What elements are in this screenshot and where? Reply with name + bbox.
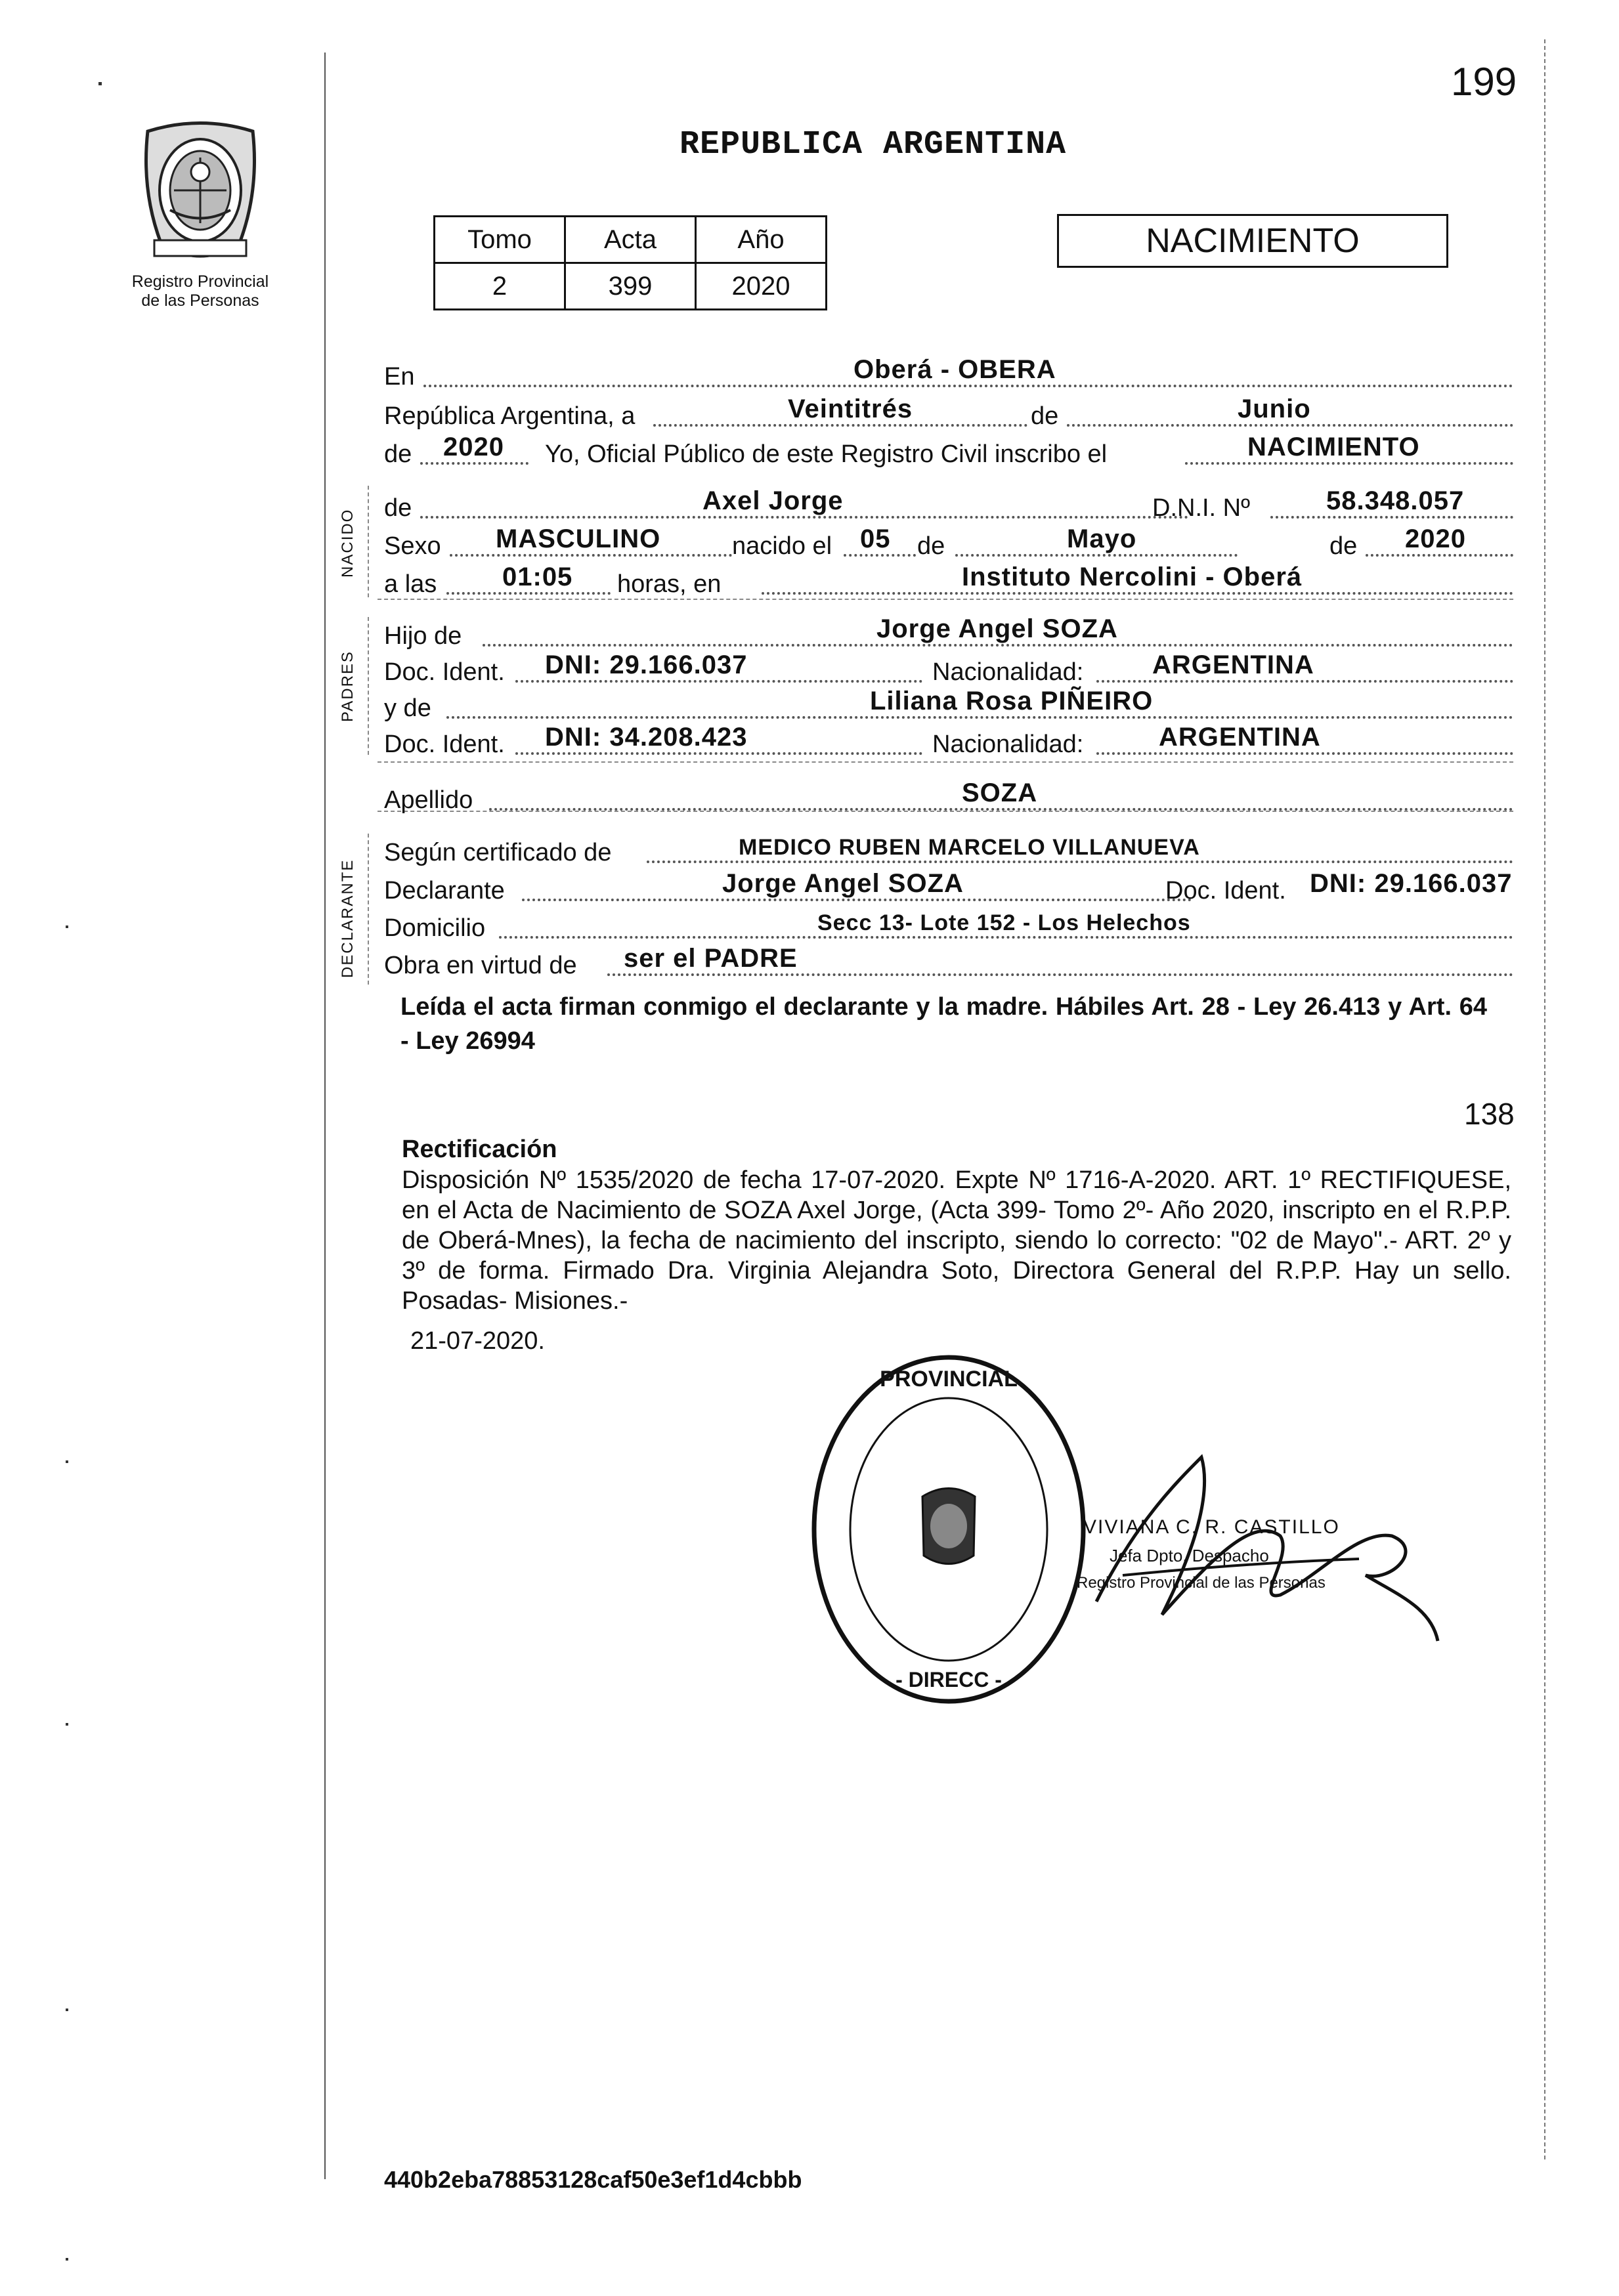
row-inscripcion <box>384 432 1513 471</box>
signature-office: Registro Provincial de las Personas <box>1077 1574 1326 1592</box>
row-declarante <box>384 868 1513 908</box>
dots-republica-1 <box>653 424 1027 427</box>
label-a-las: a las <box>384 570 437 598</box>
value-domicilio: Secc 13- Lote 152 - Los Helechos <box>817 910 1191 935</box>
document-title: REPUBLICA ARGENTINA <box>680 126 1067 163</box>
svg-text:PROVINCIAL: PROVINCIAL <box>880 1367 1018 1392</box>
value-padre: Jorge Angel SOZA <box>876 614 1118 643</box>
label-y-de: y de <box>384 694 431 722</box>
dots-apellido <box>489 808 1513 811</box>
closing-text: Leída el acta firman conmigo el declarante y la madre. Hábiles Art. 28 - Ley 26.413 y Art. 64 - Ley 26994 <box>400 993 1487 1055</box>
label-nacionalidad-padre: Nacionalidad: <box>932 658 1084 686</box>
label-nacionalidad-madre: Nacionalidad: <box>932 731 1084 758</box>
value-obra: ser el PADRE <box>624 944 798 973</box>
label-republica: República Argentina, a <box>384 402 636 430</box>
dots-sexo <box>450 554 732 557</box>
label-obra: Obra en virtud de <box>384 952 577 979</box>
declarante-bracket <box>368 834 369 985</box>
row-nombre <box>384 486 1513 525</box>
row-padre-doc <box>384 650 1513 689</box>
value-certificado: MEDICO RUBEN MARCELO VILLANUEVA <box>739 835 1200 860</box>
value-month: Junio <box>1238 394 1311 423</box>
province-logo <box>128 112 272 269</box>
registry-header-tomo: Tomo <box>435 217 565 263</box>
padres-bracket <box>368 617 369 755</box>
record-type-box: NACIMIENTO <box>1057 214 1448 268</box>
svg-text:- DIRECC -: - DIRECC - <box>896 1668 1002 1691</box>
dots-domicilio <box>499 936 1513 939</box>
registry-value-acta: 399 <box>565 263 696 310</box>
registry-value-ano: 2020 <box>696 263 827 310</box>
margin-number: 138 <box>1464 1097 1515 1131</box>
logo-caption-line1: Registro Provincial <box>131 272 269 291</box>
label-hijo-de: Hijo de <box>384 622 462 650</box>
label-declarante: Declarante <box>384 877 505 904</box>
value-place: Oberá - OBERA <box>853 355 1056 384</box>
label-doc-declarante: Doc. Ident. <box>1165 877 1286 904</box>
value-acto: NACIMIENTO <box>1247 433 1420 461</box>
margin-dot-6 <box>66 2258 68 2261</box>
dots-madre <box>446 716 1513 719</box>
dots-mes <box>955 554 1238 557</box>
signature-position: Jefa Dpto. Despacho <box>1110 1546 1269 1565</box>
signature-name: VIVIANA C. R. CASTILLO <box>1083 1516 1340 1538</box>
row-padre <box>384 614 1513 653</box>
value-year: 2020 <box>443 433 504 461</box>
right-margin-line <box>1544 39 1545 2159</box>
dots-year <box>420 462 529 465</box>
row-en <box>384 354 1513 394</box>
margin-dot-5 <box>66 2009 68 2011</box>
dots-nac-madre <box>1096 752 1513 755</box>
dots-republica-2 <box>1067 424 1513 427</box>
value-anio-nacimiento: 2020 <box>1405 524 1466 553</box>
row-domicilio <box>384 906 1513 945</box>
label-horas-en: horas, en <box>617 570 722 598</box>
registry-header-acta: Acta <box>565 217 696 263</box>
value-madre: Liliana Rosa PIÑEIRO <box>870 687 1154 715</box>
dots-doc-padre <box>515 680 922 683</box>
value-nacionalidad-padre: ARGENTINA <box>1152 650 1314 679</box>
value-nacionalidad-madre: ARGENTINA <box>1159 723 1321 752</box>
label-doc-madre: Doc. Ident. <box>384 731 505 758</box>
dots-doc-madre <box>515 752 922 755</box>
label-de-nombre: de <box>384 494 412 522</box>
dots-declarante <box>522 899 1192 901</box>
registry-header-ano: Año <box>696 217 827 263</box>
label-domicilio: Domicilio <box>384 914 486 942</box>
value-nombre: Axel Jorge <box>702 486 844 515</box>
official-seal <box>804 1346 1093 1713</box>
rectificacion-date: 21-07-2020. <box>410 1327 545 1355</box>
side-label-padres: PADRES <box>339 650 356 722</box>
row-hora <box>384 562 1513 601</box>
label-de-anio: de <box>1329 532 1358 560</box>
value-sexo: MASCULINO <box>496 524 661 553</box>
label-certificado: Según certificado de <box>384 839 612 866</box>
label-de-mes: de <box>917 532 945 560</box>
logo-caption-line2: de las Personas <box>141 291 259 310</box>
value-dni: 58.348.057 <box>1326 486 1465 515</box>
row-certificado <box>384 830 1513 870</box>
dots-nac-padre <box>1096 680 1513 683</box>
dots-acto <box>1185 462 1513 465</box>
row-madre <box>384 686 1513 725</box>
value-day: Veintitrés <box>788 394 913 423</box>
ministry-seal-icon <box>804 1346 1093 1713</box>
registry-value-tomo: 2 <box>435 263 565 310</box>
margin-dot-4 <box>66 1723 68 1726</box>
value-doc-padre: DNI: 29.166.037 <box>545 650 748 679</box>
value-mes-nacimiento: Mayo <box>1067 524 1137 553</box>
separator-2 <box>378 761 1513 763</box>
dots-en <box>423 385 1513 387</box>
side-label-nacido: NACIDO <box>339 508 356 578</box>
label-en: En <box>384 363 415 391</box>
label-dni: D.N.I. Nº <box>1152 494 1250 522</box>
value-lugar-nacimiento: Instituto Nercolini - Oberá <box>962 563 1303 591</box>
dots-padre <box>483 644 1513 647</box>
dots-nombre <box>420 516 1188 519</box>
row-apellido <box>384 778 1513 817</box>
margin-dot-3 <box>66 1460 68 1463</box>
value-dia-nacimiento: 05 <box>860 524 891 553</box>
value-hora: 01:05 <box>502 563 573 591</box>
dots-dia <box>844 554 916 557</box>
dots-certificado <box>647 861 1513 863</box>
label-de-month: de <box>1031 402 1059 430</box>
label-doc-padre: Doc. Ident. <box>384 658 505 686</box>
value-doc-declarante: DNI: 29.166.037 <box>1310 869 1513 898</box>
logo-caption <box>108 272 292 310</box>
rectificacion-title: Rectificación <box>402 1136 557 1163</box>
margin-dot-1 <box>98 82 102 85</box>
left-margin-line <box>324 53 326 2179</box>
row-obra <box>384 943 1513 983</box>
misiones-emblem-icon <box>128 112 272 269</box>
label-inscribo: Yo, Oficial Público de este Registro Civil inscribo el <box>545 440 1108 468</box>
label-de-year: de <box>384 440 412 468</box>
row-republica <box>384 394 1513 433</box>
dots-lugar <box>762 592 1513 595</box>
document-hash: 440b2eba78853128caf50e3ef1d4cbbb <box>384 2166 802 2193</box>
value-declarante: Jorge Angel SOZA <box>722 869 964 898</box>
dots-obra <box>607 973 1513 976</box>
page-number: 199 <box>1451 60 1517 104</box>
dots-hora <box>446 592 611 595</box>
rectificacion-body: Disposición Nº 1535/2020 de fecha 17-07-2020. Expte Nº 1716-A-2020. ART. 1º RECTIFIQUESE, en el Acta de Nacimiento de SOZA Axel Jorge, (Acta 399- Tomo 2º- Año 2020, inscripto en el R.P.P. de Oberá-Mnes), la fecha de nacimiento del inscripto, siendo lo correcto: "02 de Mayo".- ART. 2º y 3º de forma. Firmado Dra. Virginia Alejandra Soto, Directora General del R.P.P. Hay un sello. Posadas- Misiones.- <box>402 1166 1511 1315</box>
side-label-declarante: DECLARANTE <box>339 859 356 978</box>
row-sexo <box>384 524 1513 563</box>
label-apellido: Apellido <box>384 786 473 814</box>
value-doc-madre: DNI: 34.208.423 <box>545 723 748 752</box>
dots-anio <box>1366 554 1513 557</box>
nacido-bracket <box>368 486 369 597</box>
label-nacido-el: nacido el <box>732 532 832 560</box>
margin-dot-2 <box>66 925 68 928</box>
registry-table <box>433 215 827 310</box>
value-apellido: SOZA <box>962 778 1038 807</box>
dots-dni <box>1270 516 1513 519</box>
label-sexo: Sexo <box>384 532 441 560</box>
row-madre-doc <box>384 722 1513 761</box>
